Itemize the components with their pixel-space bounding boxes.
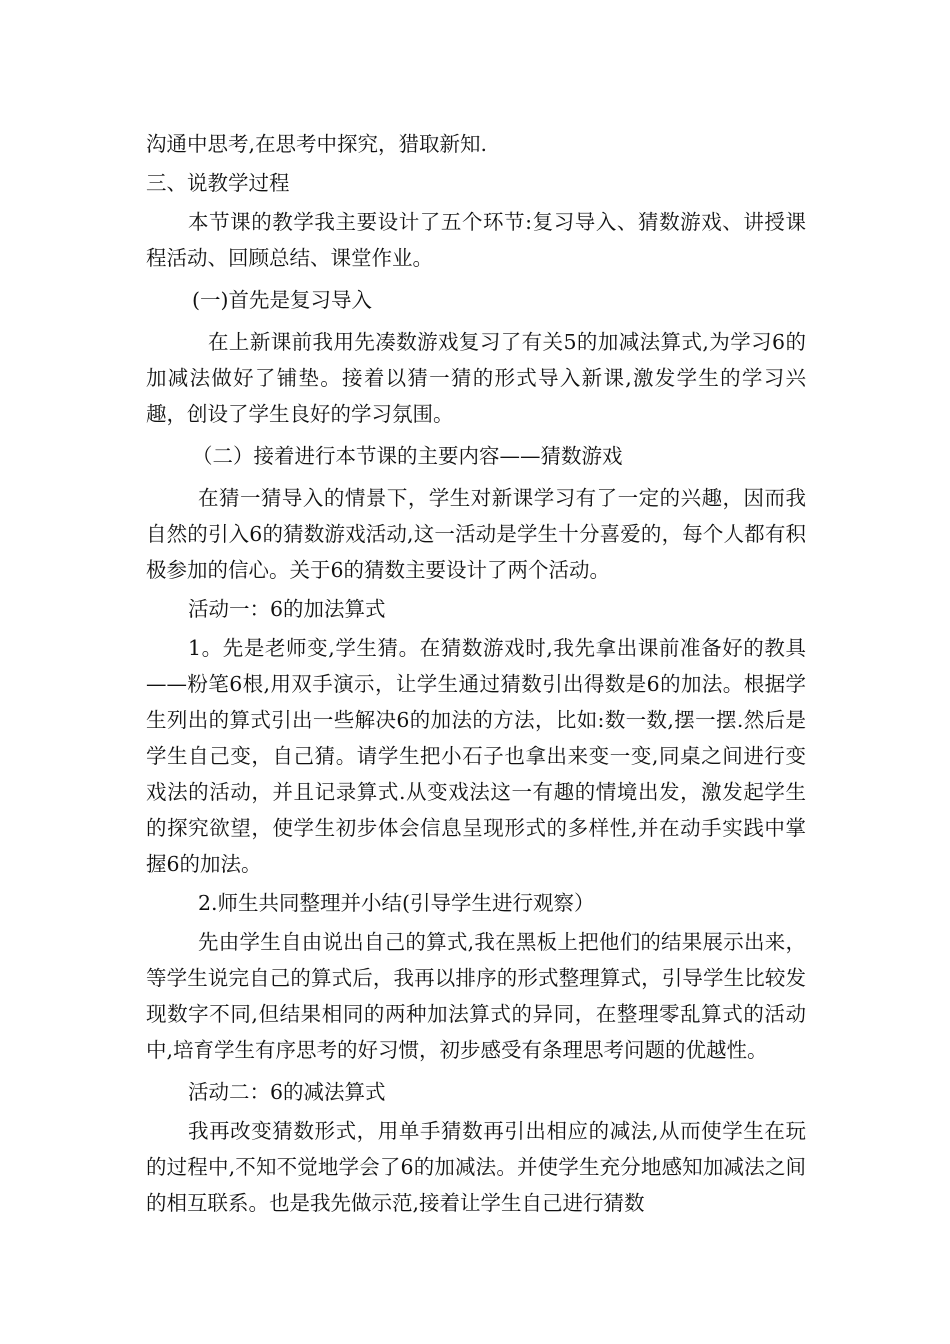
paragraph-review-intro: 在上新课前我用先凑数游戏复习了有关5的加减法算式,为学习6的加减法做好了铺垫。接着以猜一猜的形式导入新课,激发学生的学习兴趣，创设了学生良好的学习氛围。: [146, 330, 806, 426]
paragraph-activity-two: 我再改变猜数形式，用单手猜数再引出相应的减法,从而使学生在玩的过程中,不知不觉地学会了6的加减法。并使学生充分地感知加减法之间的相互联系。也是我先做示范,接着让学生自己进行猜数: [146, 1119, 806, 1215]
section-heading-teaching-process: 三、说教学过程: [146, 171, 290, 195]
paragraph-five-stages: 本节课的教学我主要设计了五个环节:复习导入、猜数游戏、讲授课程活动、回顾总结、课堂作业。: [146, 210, 806, 270]
subheading-activity-two: 活动二：6的减法算式: [188, 1080, 386, 1104]
paragraph-summary: 先由学生自由说出自己的算式,我在黑板上把他们的结果展示出来，等学生说完自己的算式后，我再以排序的形式整理算式，引导学生比较发现数字不同,但结果相同的两种加法算式的异同，在整理零乱算式的活动中,培育学生有序思考的好习惯，初步感受有条理思考问题的优越性。: [146, 930, 806, 1062]
subheading-review-intro: (一)首先是复习导入: [192, 288, 372, 312]
paragraph-guess-game: 在猜一猜导入的情景下，学生对新课学习有了一定的兴趣，因而我自然的引入6的猜数游戏活动,这一活动是学生十分喜爱的，每个人都有积极参加的信心。关于6的猜数主要设计了两个活动。: [146, 486, 806, 582]
paragraph-intro-end: 沟通中思考,在思考中探究，猎取新知.: [146, 132, 488, 156]
subheading-guess-game: （二）接着进行本节课的主要内容——猜数游戏: [192, 444, 623, 468]
subheading-summary: 2.师生共同整理并小结(引导学生进行观察）: [198, 891, 595, 915]
document-body: [146, 126, 806, 1221]
paragraph-activity-one: 1。先是老师变,学生猜。在猜数游戏时,我先拿出课前准备好的教具——粉笔6根,用双手演示，让学生通过猜数引出得数是6的加法。根据学生列出的算式引出一些解决6的加法的方法，比如:数一数,摆一摆.然后是学生自己变，自己猜。请学生把小石子也拿出来变一变,同桌之间进行变戏法的活动，并且记录算式.从变戏法这一有趣的情境出发，激发起学生的探究欲望，使学生初步体会信息呈现形式的多样性,并在动手实践中掌握6的加法。: [146, 636, 806, 876]
subheading-activity-one: 活动一：6的加法算式: [188, 597, 386, 621]
